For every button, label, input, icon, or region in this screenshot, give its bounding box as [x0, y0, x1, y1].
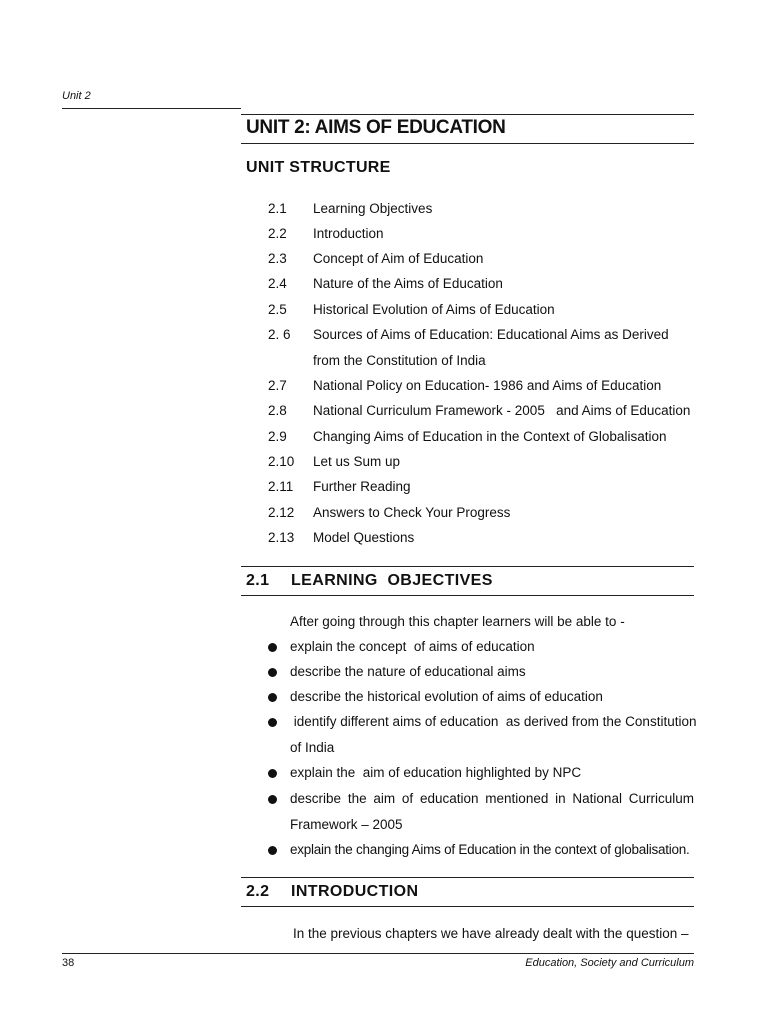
toc-number: 2.10 — [268, 454, 295, 469]
list-item-text-continued: Framework – 2005 — [290, 817, 403, 832]
toc-number: 2.13 — [268, 530, 295, 545]
bullet-icon — [268, 769, 277, 778]
bullet-icon — [268, 693, 277, 702]
unit-structure-heading: UNIT STRUCTURE — [246, 159, 391, 176]
bullet-icon — [268, 718, 277, 727]
toc-number: 2.4 — [268, 276, 287, 291]
bullet-icon — [268, 846, 277, 855]
toc-number: 2.1 — [268, 201, 287, 216]
toc-number: 2.11 — [268, 479, 294, 494]
footer-rule — [62, 953, 694, 954]
toc-title: Let us Sum up — [313, 454, 401, 469]
running-head-rule — [62, 108, 241, 109]
bullet-icon — [268, 668, 277, 677]
section-bottom-rule — [241, 906, 694, 907]
list-item-text: explain the concept of aims of education — [290, 639, 535, 654]
toc-number: 2.3 — [268, 251, 287, 266]
list-item-text: describe the aim of education mentioned in National Curriculum — [290, 791, 694, 806]
list-item — [268, 765, 694, 785]
section-top-rule — [241, 877, 694, 878]
list-item — [268, 639, 694, 659]
section-number: 2.1 — [246, 572, 270, 589]
toc-number: 2.8 — [268, 403, 287, 418]
section-bottom-rule — [241, 595, 694, 596]
toc-title: National Curriculum Framework - 2005 and Aims of Education — [313, 403, 691, 418]
list-item-text: explain the changing Aims of Education in the context of globalisation. — [290, 842, 690, 857]
bullet-icon — [268, 795, 277, 804]
toc-title: Changing Aims of Education in the Context of Globalisation — [313, 429, 667, 444]
list-item-text-continued: of India — [290, 740, 335, 755]
toc-title: Sources of Aims of Education: Educational Aims as Derived — [313, 327, 669, 342]
introduction-text: In the previous chapters we have already dealt with the question – — [293, 926, 689, 941]
list-item — [268, 689, 694, 709]
toc-title: Answers to Check Your Progress — [313, 505, 511, 520]
objectives-intro: After going through this chapter learners will be able to - — [290, 614, 625, 629]
toc-title-continued: from the Constitution of India — [313, 353, 486, 368]
list-item — [268, 664, 694, 684]
list-item-text: describe the historical evolution of aims of education — [290, 689, 603, 704]
toc-title: National Policy on Education- 1986 and Aims of Education — [313, 378, 662, 393]
section-title: LEARNING OBJECTIVES — [291, 572, 493, 589]
toc-number: 2.9 — [268, 429, 287, 444]
toc-number: 2.12 — [268, 505, 295, 520]
title-top-rule — [241, 114, 694, 115]
list-item-text: explain the aim of education highlighted by NPC — [290, 765, 582, 780]
section-heading-learning-objectives — [246, 572, 696, 592]
toc-title: Introduction — [313, 226, 384, 241]
bullet-icon — [268, 643, 277, 652]
section-title: INTRODUCTION — [291, 883, 419, 900]
list-item — [268, 791, 694, 836]
running-head: Unit 2 — [62, 90, 91, 102]
toc-number: 2.2 — [268, 226, 287, 241]
title-bottom-rule — [241, 143, 694, 144]
list-item-text: identify different aims of education as derived from the Constitution — [290, 714, 697, 729]
section-heading-introduction — [246, 883, 696, 903]
toc-title: Historical Evolution of Aims of Education — [313, 302, 555, 317]
toc-title: Learning Objectives — [313, 201, 433, 216]
toc-title: Further Reading — [313, 479, 411, 494]
toc-number: 2. 6 — [268, 327, 291, 342]
toc-number: 2.7 — [268, 378, 287, 393]
book-title: Education, Society and Curriculum — [525, 957, 694, 969]
unit-title: UNIT 2: AIMS OF EDUCATION — [246, 117, 506, 138]
toc-title: Nature of the Aims of Education — [313, 276, 503, 291]
list-item — [268, 842, 694, 862]
page-number: 38 — [62, 957, 75, 969]
toc-title: Concept of Aim of Education — [313, 251, 484, 266]
toc-title: Model Questions — [313, 530, 415, 545]
section-number: 2.2 — [246, 883, 270, 900]
list-item — [268, 714, 697, 759]
section-top-rule — [241, 566, 694, 567]
toc-number: 2.5 — [268, 302, 287, 317]
list-item-text: describe the nature of educational aims — [290, 664, 526, 679]
